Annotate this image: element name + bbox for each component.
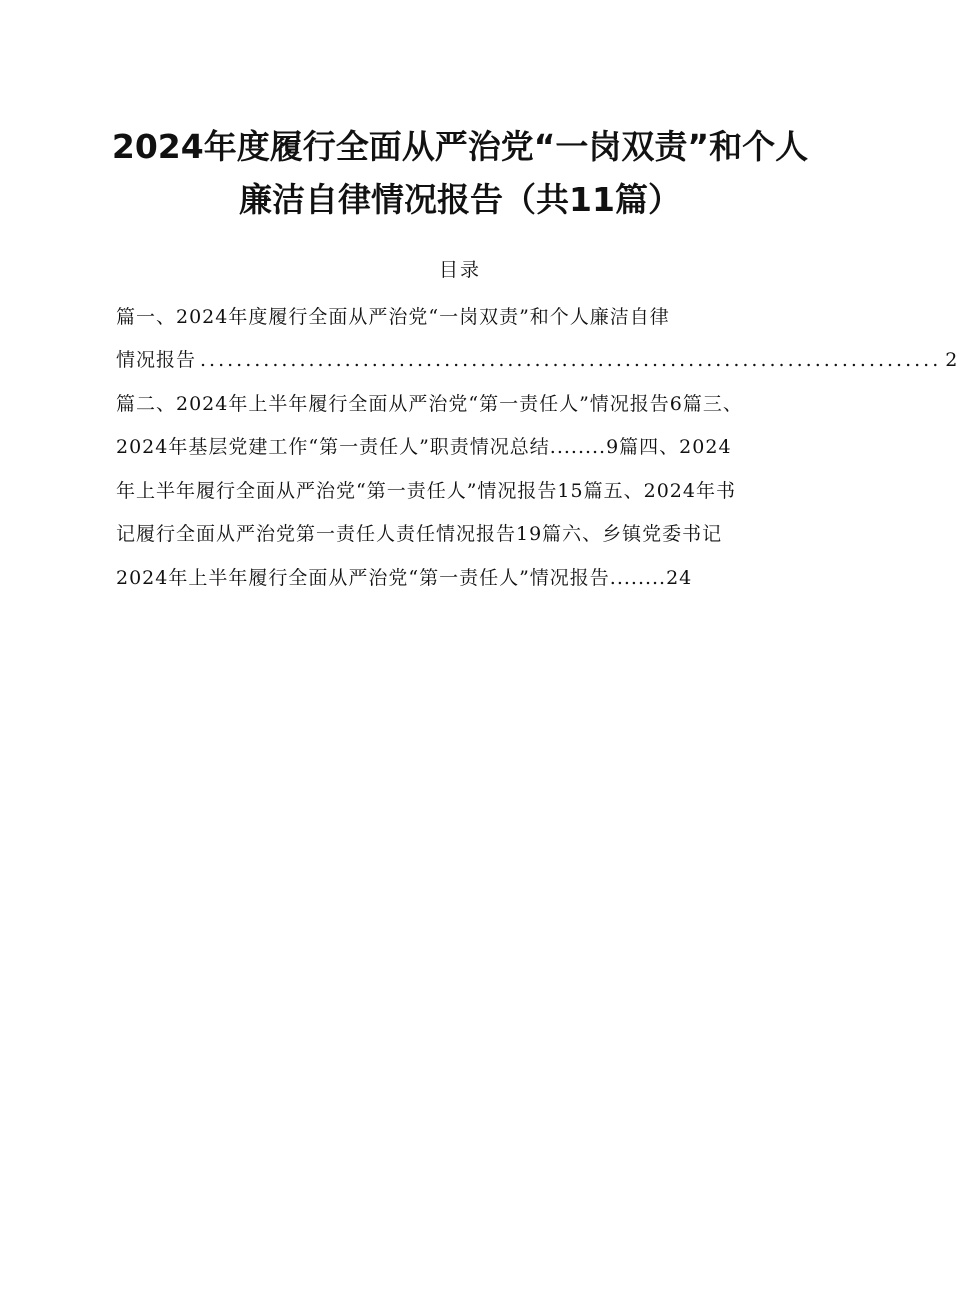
toc-entry-line: 2024年基层党建工作“第一责任人”职责情况总结........9篇四、2024 [116,436,732,458]
toc-entry-line: 记履行全面从严治党第一责任人责任情况报告19篇六、乡镇党委书记 [116,523,723,545]
toc-entry-line: 篇二、2024年上半年履行全面从严治党“第一责任人”情况报告6篇三、 [116,393,743,415]
document-title-line-1: 2024年度履行全面从严治党“一岗双责”和个人 [111,127,809,166]
toc-entry-line: 篇一、2024年度履行全面从严治党“一岗双责”和个人廉洁自律 [116,306,670,328]
toc-page-number: 2 [945,349,958,371]
toc-heading: 目录 [438,259,481,281]
toc-dot-leader: .................................................................................. [200,349,942,371]
toc-entry-line: 年上半年履行全面从严治党“第一责任人”情况报告15篇五、2024年书 [116,480,736,502]
toc-entry-text: 情况报告 [116,349,197,371]
toc-entry-line: 2024年上半年履行全面从严治党“第一责任人”情况报告........24 [116,567,693,589]
toc-entry-line [116,346,958,374]
document-title-line-2: 廉洁自律情况报告（共11篇） [239,180,681,219]
